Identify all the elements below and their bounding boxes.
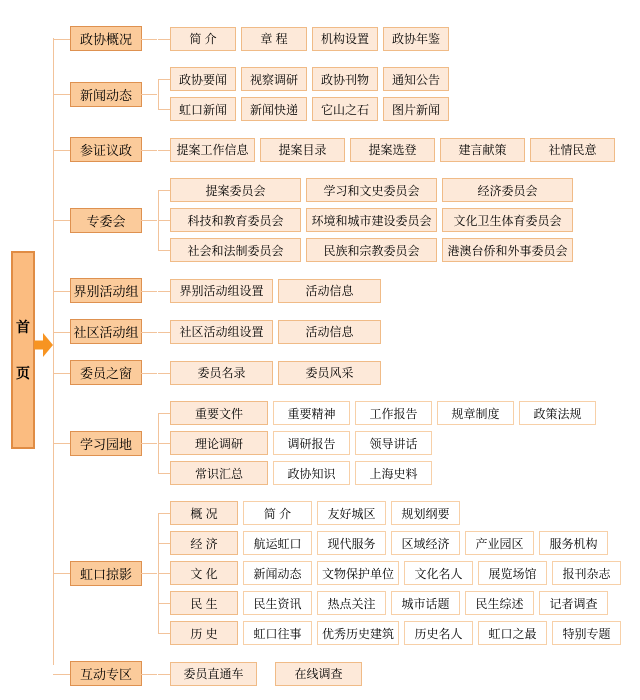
sitemap-section xyxy=(53,360,621,385)
sitemap-section xyxy=(53,319,621,344)
leaf-box[interactable]: 规章制度 xyxy=(437,401,514,425)
leaf-box[interactable]: 区域经济 xyxy=(391,531,460,555)
leaf-box[interactable]: 委员风采 xyxy=(278,361,381,385)
leaf-box[interactable]: 视察调研 xyxy=(241,67,307,91)
category-box[interactable]: 委员之窗 xyxy=(70,360,142,385)
leaf-box[interactable]: 经济委员会 xyxy=(442,178,573,202)
subcategory-box[interactable]: 常识汇总 xyxy=(170,461,268,485)
leaf-box[interactable]: 文化卫生体育委员会 xyxy=(442,208,573,232)
leaf-box[interactable]: 活动信息 xyxy=(278,279,381,303)
section-row xyxy=(170,401,596,425)
sitemap-section xyxy=(53,67,621,121)
leaf-box[interactable]: 社区活动组设置 xyxy=(170,320,273,344)
home-node-label-char: 首 xyxy=(16,319,30,335)
leaf-box[interactable]: 虹口之最 xyxy=(478,621,547,645)
leaf-box[interactable]: 领导讲话 xyxy=(355,431,432,455)
section-row xyxy=(170,662,362,686)
leaf-box[interactable]: 提案工作信息 xyxy=(170,138,255,162)
section-row xyxy=(170,531,621,555)
leaf-box[interactable]: 报刊杂志 xyxy=(552,561,621,585)
leaf-box[interactable]: 学习和文史委员会 xyxy=(306,178,437,202)
leaf-box[interactable]: 政协要闻 xyxy=(170,67,236,91)
leaf-box[interactable]: 历史名人 xyxy=(404,621,473,645)
leaf-box[interactable]: 优秀历史建筑 xyxy=(317,621,399,645)
section-row xyxy=(170,361,381,385)
subcategory-box[interactable]: 民 生 xyxy=(170,591,238,615)
section-row xyxy=(170,178,573,202)
category-box[interactable]: 政协概况 xyxy=(70,26,142,51)
section-children xyxy=(158,178,573,262)
leaf-box[interactable]: 产业园区 xyxy=(465,531,534,555)
leaf-box[interactable]: 现代服务 xyxy=(317,531,386,555)
home-arrow-icon xyxy=(34,333,53,357)
category-box[interactable]: 互动专区 xyxy=(70,661,142,686)
leaf-box[interactable]: 在线调查 xyxy=(275,662,362,686)
leaf-box[interactable]: 通知公告 xyxy=(383,67,449,91)
section-row xyxy=(170,461,596,485)
section-row xyxy=(170,501,621,525)
leaf-box[interactable]: 特别专题 xyxy=(552,621,621,645)
leaf-box[interactable]: 虹口新闻 xyxy=(170,97,236,121)
leaf-box[interactable]: 调研报告 xyxy=(273,431,350,455)
leaf-box[interactable]: 机构设置 xyxy=(312,27,378,51)
leaf-box[interactable]: 虹口往事 xyxy=(243,621,312,645)
section-row xyxy=(170,138,615,162)
leaf-box[interactable]: 社情民意 xyxy=(530,138,615,162)
leaf-box[interactable]: 政协年鉴 xyxy=(383,27,449,51)
subcategory-box[interactable]: 概 况 xyxy=(170,501,238,525)
leaf-box[interactable]: 活动信息 xyxy=(278,320,381,344)
sitemap-section xyxy=(53,26,621,51)
leaf-box[interactable]: 政协知识 xyxy=(273,461,350,485)
leaf-box[interactable]: 简 介 xyxy=(170,27,236,51)
sections-container xyxy=(53,0,621,686)
leaf-box[interactable]: 港澳台侨和外事委员会 xyxy=(442,238,573,262)
leaf-box[interactable]: 服务机构 xyxy=(539,531,608,555)
section-row xyxy=(170,431,596,455)
leaf-box[interactable]: 委员名录 xyxy=(170,361,273,385)
subcategory-box[interactable]: 理论调研 xyxy=(170,431,268,455)
leaf-box[interactable]: 建言献策 xyxy=(440,138,525,162)
leaf-box[interactable]: 科技和教育委员会 xyxy=(170,208,301,232)
home-node-label-char: 页 xyxy=(16,365,30,381)
section-row xyxy=(170,279,381,303)
leaf-box[interactable]: 政策法规 xyxy=(519,401,596,425)
leaf-box[interactable]: 民生综述 xyxy=(465,591,534,615)
leaf-box[interactable]: 提案目录 xyxy=(260,138,345,162)
leaf-box[interactable]: 环境和城市建设委员会 xyxy=(306,208,437,232)
leaf-box[interactable]: 社会和法制委员会 xyxy=(170,238,301,262)
leaf-box[interactable]: 简 介 xyxy=(243,501,312,525)
leaf-box[interactable]: 它山之石 xyxy=(312,97,378,121)
leaf-box[interactable]: 热点关注 xyxy=(317,591,386,615)
section-children xyxy=(158,361,381,385)
sitemap-section xyxy=(53,137,621,162)
leaf-box[interactable]: 提案委员会 xyxy=(170,178,301,202)
subcategory-box[interactable]: 经 济 xyxy=(170,531,238,555)
sitemap-section xyxy=(53,278,621,303)
category-box[interactable]: 新闻动态 xyxy=(70,82,142,107)
section-row xyxy=(170,591,621,615)
subcategory-box[interactable]: 重要文件 xyxy=(170,401,268,425)
section-children xyxy=(158,501,621,645)
leaf-box[interactable]: 新闻快递 xyxy=(241,97,307,121)
subcategory-box[interactable]: 历 史 xyxy=(170,621,238,645)
section-row xyxy=(170,238,573,262)
leaf-box[interactable]: 委员直通车 xyxy=(170,662,257,686)
leaf-box[interactable]: 文化名人 xyxy=(404,561,473,585)
leaf-box[interactable]: 民族和宗教委员会 xyxy=(306,238,437,262)
leaf-box[interactable]: 图片新闻 xyxy=(383,97,449,121)
leaf-box[interactable]: 展览场馆 xyxy=(478,561,547,585)
category-box[interactable]: 虹口掠影 xyxy=(70,561,142,586)
subcategory-box[interactable]: 文 化 xyxy=(170,561,238,585)
leaf-box[interactable]: 规划纲要 xyxy=(391,501,460,525)
section-children xyxy=(158,27,449,51)
leaf-box[interactable]: 重要精神 xyxy=(273,401,350,425)
category-box[interactable]: 界别活动组 xyxy=(70,278,142,303)
leaf-box[interactable]: 记者调查 xyxy=(539,591,608,615)
category-box[interactable]: 学习园地 xyxy=(70,431,142,456)
leaf-box[interactable]: 文物保护单位 xyxy=(317,561,399,585)
leaf-box[interactable]: 工作报告 xyxy=(355,401,432,425)
sitemap-section xyxy=(53,178,621,262)
leaf-box[interactable]: 友好城区 xyxy=(317,501,386,525)
leaf-box[interactable]: 政协刊物 xyxy=(312,67,378,91)
leaf-box[interactable]: 航运虹口 xyxy=(243,531,312,555)
leaf-box[interactable]: 界别活动组设置 xyxy=(170,279,273,303)
section-row xyxy=(170,97,449,121)
section-row xyxy=(170,67,449,91)
section-children xyxy=(158,67,449,121)
leaf-box[interactable]: 城市话题 xyxy=(391,591,460,615)
sitemap-section xyxy=(53,501,621,645)
section-children xyxy=(158,662,362,686)
section-row xyxy=(170,208,573,232)
section-row xyxy=(170,561,621,585)
section-children xyxy=(158,401,596,485)
leaf-box[interactable]: 新闻动态 xyxy=(243,561,312,585)
section-children xyxy=(158,138,615,162)
category-box[interactable]: 专委会 xyxy=(70,208,142,233)
leaf-box[interactable]: 提案选登 xyxy=(350,138,435,162)
sitemap-section xyxy=(53,661,621,686)
section-row xyxy=(170,621,621,645)
leaf-box[interactable]: 上海史料 xyxy=(355,461,432,485)
section-row xyxy=(170,27,449,51)
leaf-box[interactable]: 章 程 xyxy=(241,27,307,51)
home-node[interactable] xyxy=(11,251,35,449)
section-row xyxy=(170,320,381,344)
leaf-box[interactable]: 民生资讯 xyxy=(243,591,312,615)
sitemap-section xyxy=(53,401,621,485)
section-children xyxy=(158,320,381,344)
category-box[interactable]: 参证议政 xyxy=(70,137,142,162)
section-children xyxy=(158,279,381,303)
category-box[interactable]: 社区活动组 xyxy=(70,319,142,344)
